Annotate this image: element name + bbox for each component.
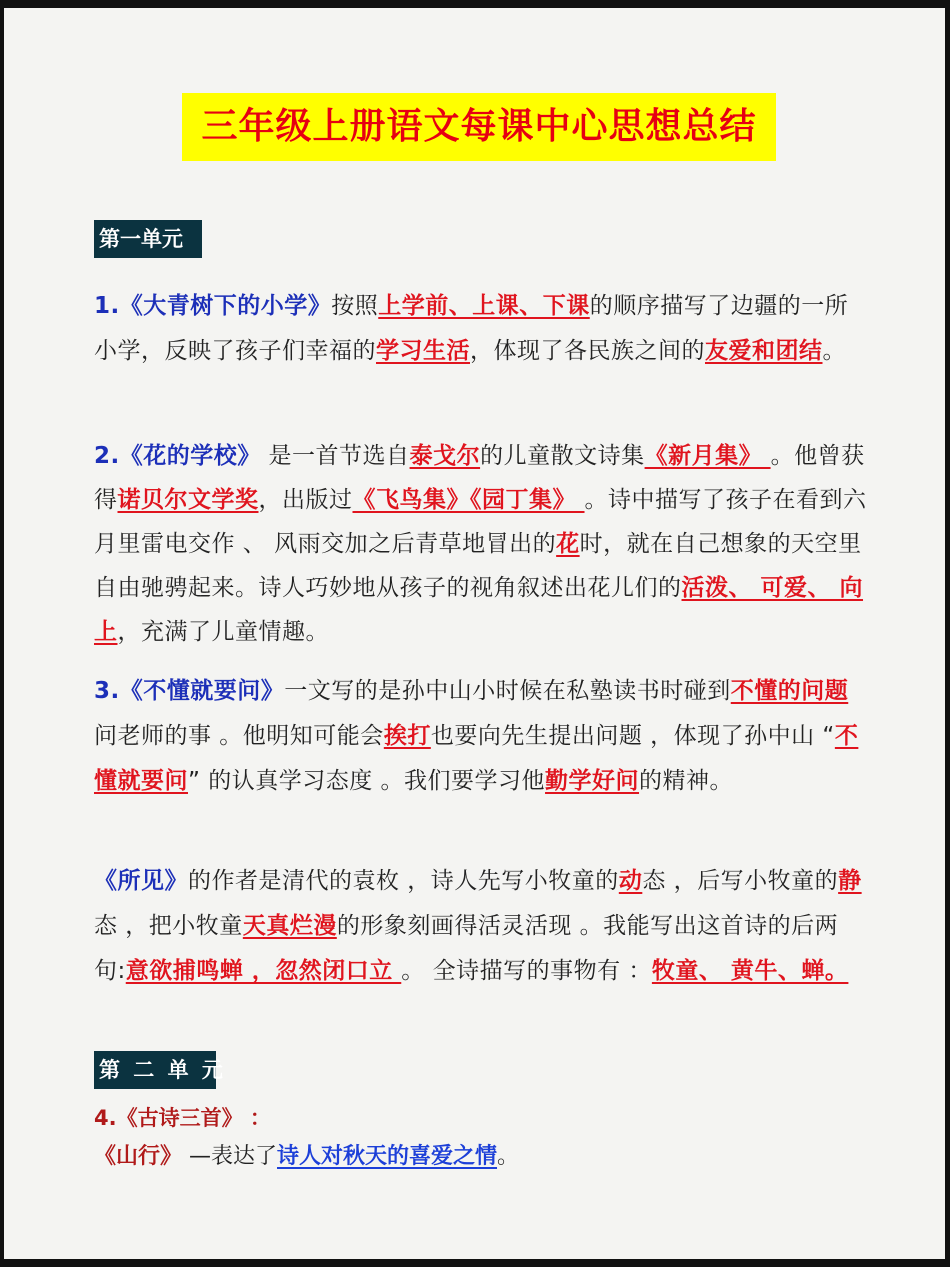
text: 的儿童散文诗集 xyxy=(480,443,645,469)
highlight: 牧童、 黄牛、蝉。 xyxy=(651,958,849,984)
highlight: 花 xyxy=(556,531,580,557)
text: 的形象刻画得活灵活现 。我能写出这首诗的后两句: xyxy=(94,913,839,984)
text: ” 的认真学习态度 。我们要学习他 xyxy=(188,768,546,794)
text: 。他曾获得 xyxy=(94,443,865,513)
highlight: 动 xyxy=(618,868,643,894)
highlight: 学习生活 xyxy=(376,338,470,364)
book-title: 《所见》 xyxy=(94,868,188,894)
highlight: 活泼、 可爱、 向上 xyxy=(94,575,864,645)
highlight: 天真烂漫 xyxy=(242,913,337,939)
lesson-number: 3. xyxy=(94,678,120,704)
lesson-4-colon: ： xyxy=(242,1106,271,1130)
page-title: 三年级上册语文每课中心思想总结 xyxy=(182,93,776,161)
text: 一文写的是孙中山小时候在私塾读书时碰到 xyxy=(284,678,731,704)
text: 的作者是清代的袁枚 ，诗人先写小牧童的 xyxy=(188,868,619,894)
text: 的精神。 xyxy=(639,768,734,794)
highlight: 诺贝尔文学奖 xyxy=(117,487,259,513)
lesson-3-paragraph xyxy=(94,669,869,804)
text: —表达了 xyxy=(182,1144,278,1169)
book-title: 《不懂就要问》 xyxy=(119,678,285,704)
lesson-1-paragraph xyxy=(94,284,869,374)
text: 。 全诗描写的事物有 ： xyxy=(401,958,652,984)
text: ，体现了各民族之间的 xyxy=(470,338,705,364)
poem-suojian-paragraph xyxy=(94,859,869,994)
lesson-4-label: 4.《古诗三首》 xyxy=(94,1106,243,1130)
text: ，充满了儿童情趣。 xyxy=(117,619,329,645)
text: 态 ，把小牧童 xyxy=(94,913,243,939)
poem-shanxing-line xyxy=(94,1140,519,1174)
unit-two-heading: 第 二 单 元 xyxy=(94,1051,216,1089)
lesson-2-paragraph xyxy=(94,434,869,654)
highlight: 静 xyxy=(838,868,862,894)
highlight: 挨打 xyxy=(383,723,431,749)
text: 按照 xyxy=(331,293,379,319)
book-title: 《山行》 xyxy=(94,1144,183,1169)
highlight: 诗人对秋天的喜爱之情 xyxy=(277,1144,498,1169)
book-title: 《大青树下的小学》 xyxy=(119,293,332,319)
text: 。 xyxy=(497,1144,520,1169)
highlight: 友爱和团结 xyxy=(705,338,823,364)
lesson-number: 1. xyxy=(94,293,120,319)
lesson-4-heading xyxy=(94,1102,271,1134)
book-title: 《花的学校》 xyxy=(119,443,261,469)
highlight: 勤学好问 xyxy=(545,768,640,794)
text: 态 ，后写小牧童的 xyxy=(642,868,839,894)
highlight: 泰戈尔 xyxy=(409,443,481,469)
highlight: 上学前、上课、下课 xyxy=(378,293,590,319)
highlight: 不懂就要问 xyxy=(94,723,859,794)
highlight: 意欲捕鸣蝉 ，忽然闭口立 xyxy=(125,958,402,984)
highlight: 《飞鸟集》《园丁集》 xyxy=(352,487,585,513)
text: 。 xyxy=(822,338,846,364)
text: 时，就在自己想象的天空里自由驰骋起来。诗人巧妙地从孩子的视角叙述出花儿们的 xyxy=(94,531,862,601)
text: 也要向先生提出问题 ，体现了孙中山 “ xyxy=(430,723,835,749)
lesson-number: 2. xyxy=(94,443,120,469)
unit-one-heading: 第一单元 xyxy=(94,220,202,258)
text: 问老师的事 。他明知可能会 xyxy=(94,723,384,749)
text: 是一首节选自 xyxy=(260,443,410,469)
text: 的顺序描写了边疆的一所小学，反映了孩子们幸福的 xyxy=(94,293,849,364)
highlight: 不懂的问题 xyxy=(730,678,849,704)
highlight: 《新月集》 xyxy=(644,443,771,469)
text: ，出版过 xyxy=(258,487,353,513)
text: 。诗中描写了孩子在看到六月里雷电交作 、 风雨交加之后青草地冒出的 xyxy=(94,487,867,557)
